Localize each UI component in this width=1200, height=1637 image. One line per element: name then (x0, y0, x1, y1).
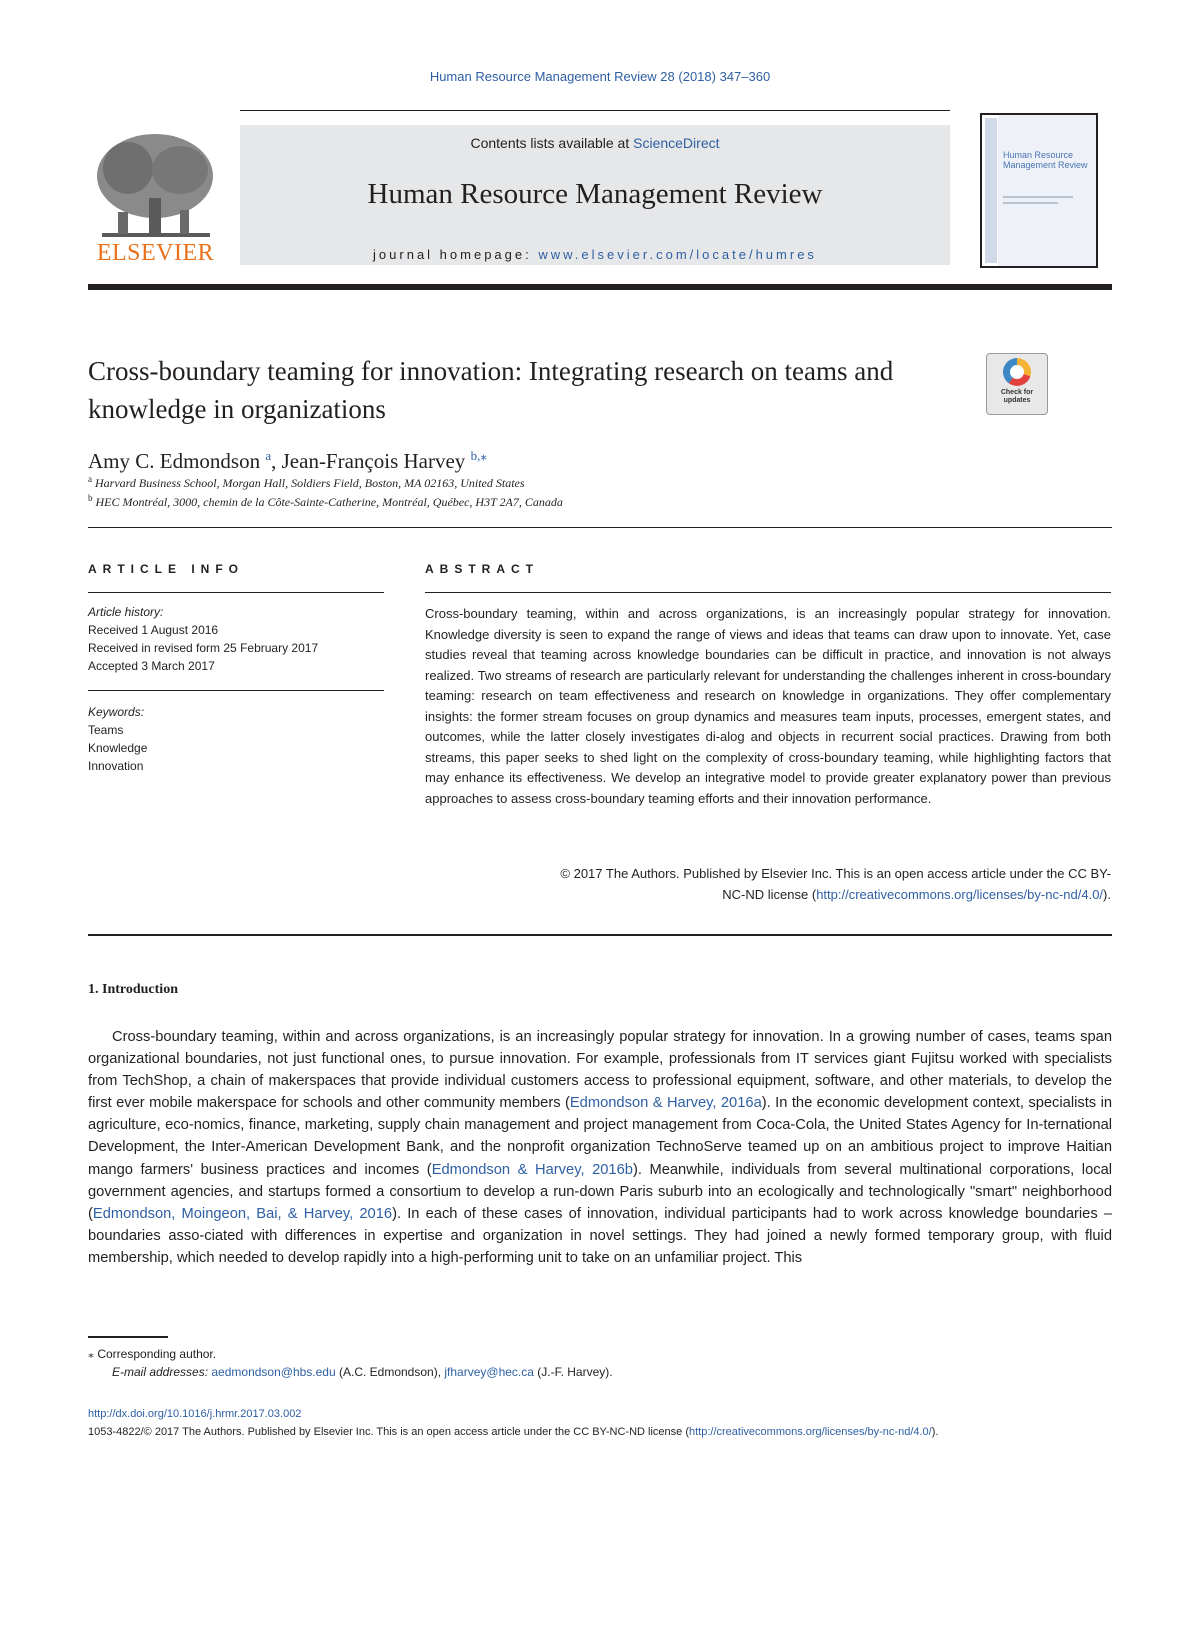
cover-spine (985, 118, 997, 263)
journal-homepage-line (240, 247, 950, 262)
author-list (88, 448, 888, 474)
copyright-suffix: ). (1103, 886, 1111, 902)
license-link[interactable]: http://creativecommons.org/licenses/by-nc-nd/4.0/ (816, 886, 1104, 902)
homepage-link[interactable]: www.elsevier.com/locate/humres (538, 247, 817, 262)
abstract-rule (425, 592, 1111, 593)
journal-title: Human Resource Management Review (367, 178, 823, 210)
info-rule (88, 690, 384, 691)
footnote-text: Corresponding author. (97, 1347, 217, 1361)
affiliation-link[interactable]: b,⁎ (470, 448, 487, 463)
doi-link[interactable]: http://dx.doi.org/10.1016/j.hrmr.2017.03.002 (88, 1408, 302, 1420)
introduction-paragraph (88, 1026, 1112, 1269)
affiliation-text: Harvard Business School, Morgan Hall, Soldiers Field, Boston, MA 02163, United States (95, 476, 525, 490)
article-history (88, 603, 378, 675)
citation-link[interactable]: Edmondson & Harvey, 2016b (431, 1161, 633, 1178)
elsevier-wordmark: ELSEVIER (96, 240, 215, 266)
affiliation-mark: b (88, 493, 93, 503)
header-thick-rule (88, 284, 1112, 290)
revised-date: Received in revised form 25 February 2017 (88, 641, 319, 655)
received-date: Received 1 August 2016 (88, 623, 219, 637)
copyright-line: © 2017 The Authors. Published by Elsevier Inc. This is an open access article under the CC BY- (560, 866, 1111, 881)
keyword: Teams (88, 723, 124, 737)
section-rule (88, 934, 1112, 936)
citation-link[interactable]: Edmondson & Harvey, 2016a (569, 1095, 762, 1112)
abstract-text: Cross-boundary teaming, within and across organizations, is an increasingly popular strategy for innovation. Knowledge diversity is seen to expand the range of views and ideas that teams can draw upon to innovate. Yet, case studies reveal that teaming across knowledge boundaries can be difficult in practice, and innovation is not always realized. Two streams of research are particularly relevant for understanding the challenges inherent in cross-boundary teaming: research on team effectiveness and research on knowledge in organizations. They offer complementary insights: the former stream focuses on group dynamics and measures team inputs, processes, emergent states, and outcomes, while the latter closely investigates di-alog and objects in recurrent social practices. Drawing from both streams, this paper seeks to shed light on the complexity of cross-boundary teaming, while highlighting factors that may enhance its effectiveness. We develop an integrative model to provide greater explanatory power than previous approaches to assess cross-boundary teaming efforts and their innovation performance. (425, 606, 1111, 806)
email-owner: (J.-F. Harvey). (533, 1365, 613, 1379)
info-rule (88, 592, 384, 593)
keywords-label: Keywords: (88, 705, 145, 719)
email-link[interactable]: aedmondson@hbs.edu (211, 1365, 336, 1379)
affiliation (88, 493, 988, 510)
doi-line (88, 1406, 1112, 1423)
body-text: Cross-boundary teaming, within and across organizations, is an increasingly popular strategy for innovation. In a growing number of cases, teams span organizational boundaries, not just functional ones, to pursue innovation. For example, professionals from IT services giant Fujitsu worked with specialists from TechShop, a chain of makerspaces that provide individual customers access to professional equipment, software, and other materials, to develop the first ever mobile makerspace for schools and other community members ( (88, 1029, 1112, 1112)
license-suffix: ). (931, 1426, 939, 1438)
cover-decoration (1003, 196, 1073, 198)
author-name: Amy C. Edmondson (88, 449, 261, 473)
cover-decoration (1003, 202, 1058, 204)
accepted-date: Accepted 3 March 2017 (88, 659, 215, 673)
homepage-prefix: journal homepage: (373, 247, 539, 262)
affiliation (88, 474, 988, 491)
history-label: Article history: (88, 605, 164, 619)
article-title: Cross-boundary teaming for innovation: Integrating research on teams and knowledge in organizations (88, 356, 894, 424)
check-for-updates-icon-center (1010, 365, 1024, 379)
keywords (88, 703, 378, 775)
issn-license-line (88, 1424, 1112, 1441)
footnote-rule (88, 1336, 168, 1338)
check-for-updates-label: Check for updates (1000, 389, 1034, 404)
contents-prefix: Contents lists available at (470, 135, 634, 151)
copyright-line (425, 885, 1111, 906)
license-link[interactable]: http://creativecommons.org/licenses/by-nc-nd/4.0/ (689, 1426, 932, 1438)
body-text: ). In the economic development context, specialists in agriculture, eco-nomics, finance, marketing, supply chain management and project management from Coca-Cola, the United States Agency for In-ternational Development, the Inter-American Development Bank, and the nonprofit organization TechnoServe teamed up on an ambitious project to improve Haitian mango farmers' business practices and incomes ( (88, 1095, 1112, 1178)
email-label: E-mail addresses: (112, 1365, 212, 1379)
affiliation-link[interactable]: a (265, 448, 272, 463)
article-info-heading: ARTICLE INFO (88, 562, 244, 576)
citation-link[interactable]: Edmondson, Moingeon, Bai, & Harvey, 2016 (92, 1205, 393, 1222)
body-text: ). Meanwhile, individuals from several multinational corporations, local government agencies, and startups formed a consortium to develop a run-down Paris suburb into an ecologically and technologically "smart" neighborhood ( (88, 1161, 1113, 1222)
sciencedirect-link[interactable]: ScienceDirect (633, 135, 720, 151)
journal-cover-thumbnail (980, 113, 1098, 268)
email-note (112, 1364, 1136, 1380)
author-separator: , (271, 449, 282, 473)
corresponding-author-note (88, 1346, 1112, 1362)
email-link[interactable]: jfharvey@hec.ca (444, 1365, 534, 1379)
email-owner: (A.C. Edmondson), (335, 1365, 445, 1379)
header-rule (240, 110, 950, 111)
keyword: Innovation (88, 759, 144, 773)
section-rule (88, 527, 1112, 528)
issn-text: 1053-4822/© 2017 The Authors. Published by Elsevier Inc. This is an open access article under the CC BY-NC-ND license ( (88, 1426, 689, 1438)
section-heading-introduction: 1. Introduction (88, 982, 178, 997)
body-text: ). In each of these cases of innovation, individual participants had to work across knowledge boundaries – boundaries asso-ciated with differences in expertise and organization in novel settings. They had joined a newly formed temporary group, with fluid membership, which needed to develop rapidly into a high-performing unit to take on an unfamiliar project. This (88, 1205, 1112, 1266)
journal-citation[interactable]: Human Resource Management Review 28 (2018) 347–360 (429, 69, 771, 84)
abstract-heading: ABSTRACT (425, 562, 539, 576)
affiliation-text: HEC Montréal, 3000, chemin de la Côte-Sainte-Catherine, Montréal, Québec, H3T 2A7, Canada (95, 495, 563, 509)
author-name: Jean-François Harvey (281, 449, 466, 473)
copyright-prefix: NC-ND license ( (722, 886, 817, 902)
keyword: Knowledge (88, 741, 148, 755)
contents-line (240, 135, 950, 151)
footnote-mark: ⁎ (88, 1347, 94, 1361)
affiliation-mark: a (88, 474, 92, 484)
abstract-copyright (425, 864, 1111, 905)
cover-title: Human Resource Management Review (1003, 150, 1088, 170)
